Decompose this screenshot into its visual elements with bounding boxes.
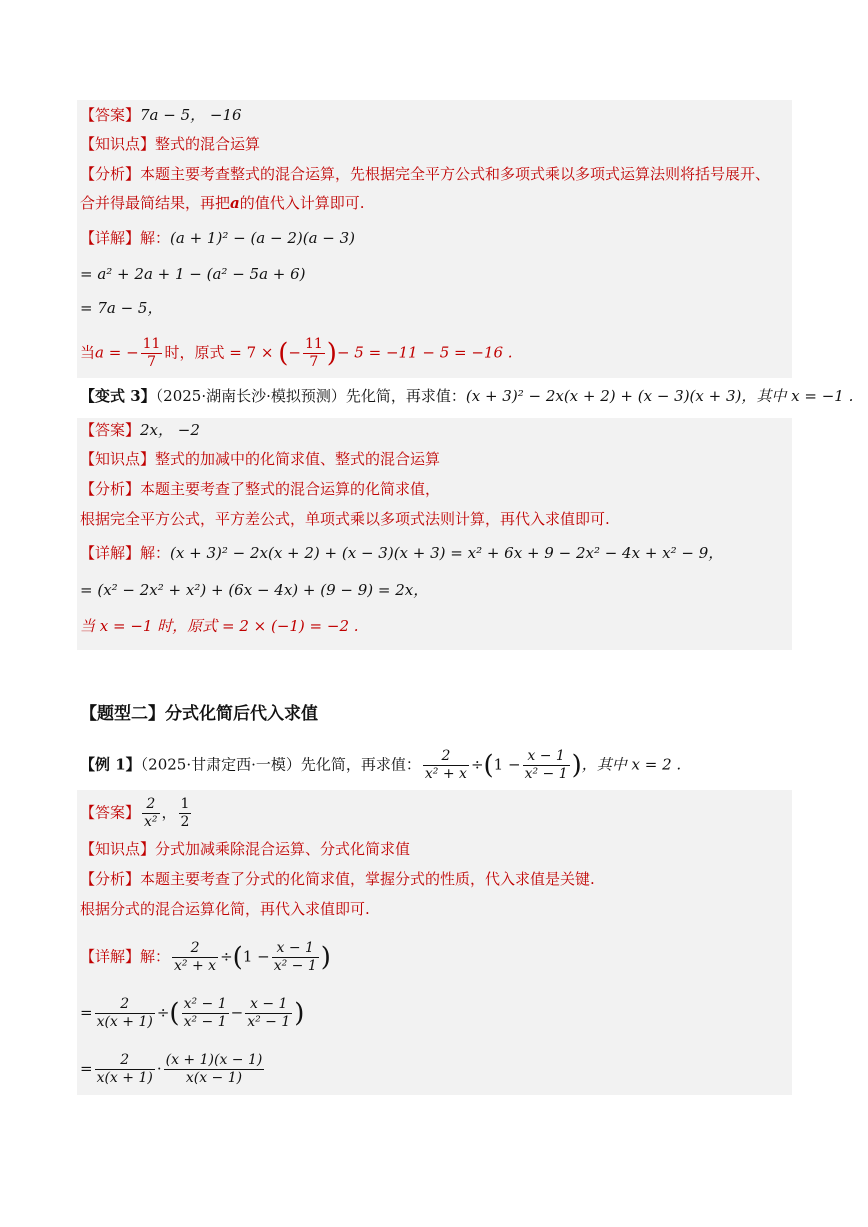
analysis-text-3: 本题主要考查了分式的化简求值，掌握分式的性质，代入求值是关键. xyxy=(140,870,595,888)
frac-den-b: 7 xyxy=(309,354,319,370)
knowledge-line-2 xyxy=(80,449,440,469)
s1-div: ÷ xyxy=(220,947,233,966)
s3-bn: (x + 1)(x − 1) xyxy=(165,1052,263,1068)
analysis-tag-2: 【分析】 xyxy=(80,480,141,498)
s1-frac-1 xyxy=(172,940,218,975)
detail-tag-2: 【详解】 xyxy=(80,544,141,562)
detail-lead-3: 解： xyxy=(140,947,171,966)
s3-dot: · xyxy=(156,1059,162,1078)
s3-frac-1 xyxy=(95,1052,155,1087)
s2-bd: x² − 1 xyxy=(247,1014,291,1030)
s2-num: 2 xyxy=(95,996,155,1014)
answer-frac-b xyxy=(179,796,192,831)
fraction-11-7-b xyxy=(303,336,325,371)
detail-step-1: (a + 1)² − (a − 2)(a − 3) xyxy=(170,229,356,247)
analysis-tag-3: 【分析】 xyxy=(80,870,141,888)
detail-step-2: = a² + 2a + 1 − (a² − 5a + 6) xyxy=(80,265,306,283)
s2-den: x(x + 1) xyxy=(96,1014,153,1030)
analysis-text: 本题主要考查整式的混合运算，先根据完全平方公式和多项式乘以多项式运算法则将括号展开、 xyxy=(140,165,771,183)
s2-minus: − xyxy=(230,1003,244,1022)
variant-source: （2025·湖南长沙·模拟预测）先化简，再求值： xyxy=(155,387,466,405)
example-frac-2 xyxy=(523,748,570,783)
ans-sep: ， xyxy=(161,803,177,822)
knowledge-tag-2: 【知识点】 xyxy=(80,450,156,468)
detail-line xyxy=(80,228,355,248)
answer-value: 7a − 5， −16 xyxy=(140,106,242,124)
knowledge-text-3: 分式加减乘除混合运算、分式化简求值 xyxy=(155,840,411,858)
s2-frac-a xyxy=(182,996,229,1031)
ex-paren-open: ( xyxy=(483,750,494,781)
knowledge-line-3 xyxy=(80,839,410,859)
answer-tag-3: 【答案】 xyxy=(80,803,141,822)
answer-value-2: 2x， −2 xyxy=(140,421,200,439)
example-1 xyxy=(80,748,681,783)
analysis-text-2a: 合并得最简结果，再把 xyxy=(80,194,231,212)
ans-a-den: x² xyxy=(144,814,158,830)
fraction-11-7 xyxy=(141,336,163,371)
detail-final: 当a = − $\frac{11}{7}$ 时，原式 = 7 × (− $\frac{11}{7}$ )− 5 = −11 − 5 = −16 . xyxy=(80,336,513,370)
ex-f1-den: x² + x xyxy=(424,766,467,782)
detail-step-2-1: (x + 3)² − 2x(x + 2) + (x − 3)(x + 3) = x² + 6x + 9 − 2x² − 4x + x² − 9， xyxy=(170,544,724,562)
ex-f2-den: x² − 1 xyxy=(524,766,568,782)
final-mid: 时，原式 = 7 × xyxy=(164,343,279,362)
ex-f2-num: x − 1 xyxy=(523,748,570,766)
example-frac-1 xyxy=(423,748,469,783)
knowledge-line xyxy=(80,134,260,154)
ex-f1-num: 2 xyxy=(423,748,469,766)
variant-tag: 【变式 3】 xyxy=(80,387,156,405)
s1-den: x² + x xyxy=(174,958,217,974)
analysis-line xyxy=(80,164,770,184)
s2-frac-b xyxy=(245,996,292,1031)
s2-paren-close: ) xyxy=(294,998,305,1029)
variant-3 xyxy=(80,386,853,406)
final-a: a = − xyxy=(95,343,139,362)
s2-eq: = xyxy=(80,1003,93,1022)
ans-b-den: 2 xyxy=(180,814,190,830)
s3-bd: x(x − 1) xyxy=(185,1070,243,1086)
s2-paren-open: ( xyxy=(169,998,180,1029)
analysis-line-3b: 根据分式的混合运算化简，再代入求值即可. xyxy=(80,900,370,918)
final-when: 当 xyxy=(80,343,96,362)
s1-frac-2 xyxy=(272,940,319,975)
final-end: − 5 = −11 − 5 = −16 . xyxy=(336,343,513,362)
knowledge-tag-3: 【知识点】 xyxy=(80,840,156,858)
s3-eq: = xyxy=(80,1059,93,1078)
s1-paren-close: ) xyxy=(320,942,331,973)
answer-line xyxy=(80,105,242,125)
detail-lead-2: 解： xyxy=(140,544,171,562)
detail-lead: 解： xyxy=(140,229,171,247)
s2-bn: x − 1 xyxy=(245,996,292,1014)
analysis-tag: 【分析】 xyxy=(80,165,141,183)
s3-frac-2 xyxy=(164,1052,265,1087)
analysis-var: a xyxy=(230,194,240,212)
detail-final-2: 当 x = −1 时，原式 = 2 × (−1) = −2 . xyxy=(80,617,359,635)
detail-step-3: = 7a − 5， xyxy=(80,299,163,317)
ex-tail: ，其中 x = 2 . xyxy=(581,755,682,774)
knowledge-text: 整式的混合运算 xyxy=(155,135,261,153)
answer-tag-2: 【答案】 xyxy=(80,421,141,439)
example-tag: 【例 1】 xyxy=(80,755,141,774)
knowledge-tag: 【知识点】 xyxy=(80,135,156,153)
frac-den: 7 xyxy=(147,354,157,370)
ans-b-num: 1 xyxy=(180,796,190,812)
s1-f2n: x − 1 xyxy=(272,940,319,958)
detail-line-3 xyxy=(80,940,331,975)
s2-frac-1 xyxy=(95,996,155,1031)
answer-line-2 xyxy=(80,420,200,440)
analysis-line-2 xyxy=(80,193,365,213)
analysis-text-2: 本题主要考查了整式的混合运算的化简求值， xyxy=(140,480,441,498)
s2-ad: x² − 1 xyxy=(183,1014,227,1030)
detail-step-2-2: = (x² − 2x² + x²) + (6x − 4x) + (9 − 9) = 2x， xyxy=(80,581,429,599)
analysis-line-3a xyxy=(80,869,595,889)
s3-den: x(x + 1) xyxy=(96,1070,153,1086)
ex-paren-close: ) xyxy=(571,750,582,781)
detail-tag-3: 【详解】 xyxy=(80,947,141,966)
analysis-text-2b: 的值代入计算即可. xyxy=(239,194,365,212)
analysis-line-2a xyxy=(80,479,440,499)
frac-num-b: 11 xyxy=(304,336,323,352)
s3-num: 2 xyxy=(95,1052,155,1070)
ex-one-minus: 1 − xyxy=(493,755,521,774)
s1-num: 2 xyxy=(172,940,218,958)
answer-tag: 【答案】 xyxy=(80,106,141,124)
frac-num: 11 xyxy=(142,336,161,352)
variant-expr: (x + 3)² − 2x(x + 2) + (x − 3)(x + 3)，其中 x = −1 . xyxy=(465,387,854,405)
s1-paren-open: ( xyxy=(232,942,243,973)
ans-a-num: 2 xyxy=(142,796,160,814)
example-source: （2025·甘肃定西·一模）先化简，再求值： xyxy=(140,755,421,774)
answer-frac-a xyxy=(142,796,160,831)
s2-div: ÷ xyxy=(156,1003,170,1022)
detail-step-3-3 xyxy=(80,1052,266,1087)
s2-an: x² − 1 xyxy=(183,996,227,1012)
s1-one: 1 − xyxy=(242,947,270,966)
ex-div: ÷ xyxy=(470,755,484,774)
s1-f2d: x² − 1 xyxy=(273,958,317,974)
section-title: 【题型二】分式化简后代入求值 xyxy=(80,704,318,724)
analysis-line-2b: 根据完全平方公式，平方差公式，单项式乘以多项式法则计算，再代入求值即可. xyxy=(80,510,610,528)
detail-step-3-2 xyxy=(80,996,304,1031)
paren-open: ( xyxy=(278,338,289,369)
knowledge-text-2: 整式的加减中的化简求值、整式的混合运算 xyxy=(155,450,441,468)
detail-tag: 【详解】 xyxy=(80,229,141,247)
detail-line-2 xyxy=(80,543,723,563)
answer-line-3 xyxy=(80,796,193,831)
paren-close: ) xyxy=(326,338,337,369)
